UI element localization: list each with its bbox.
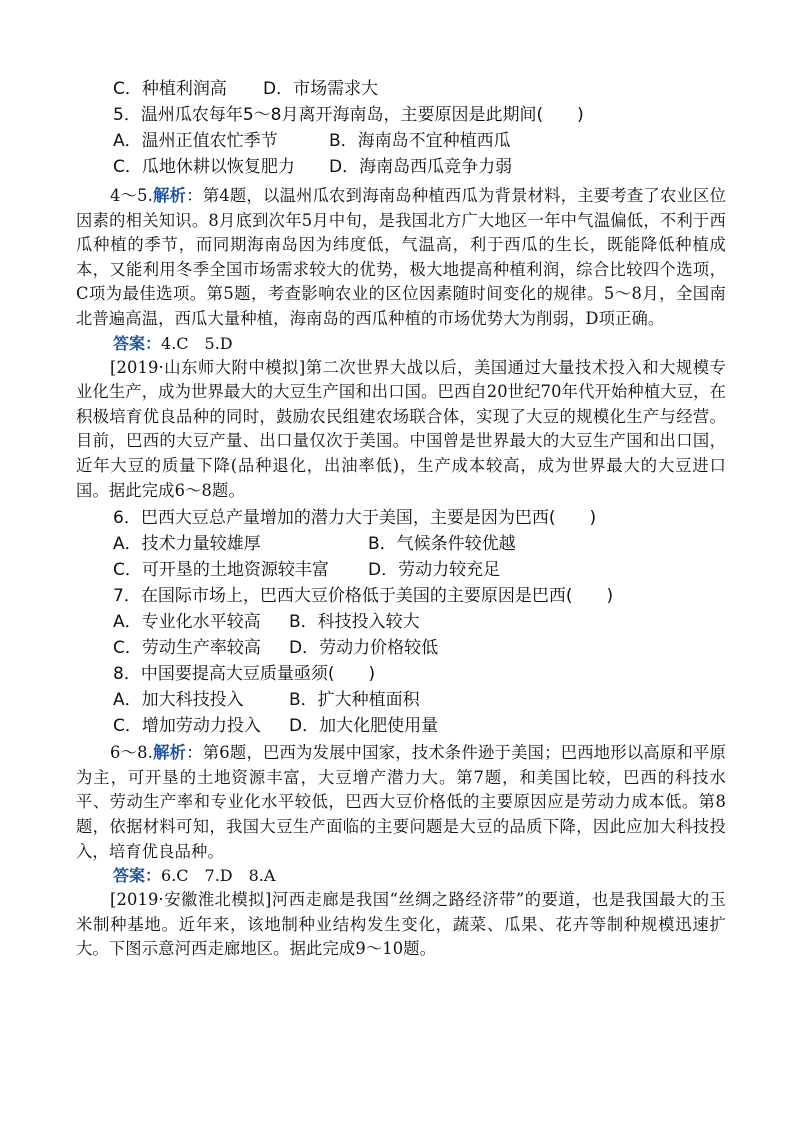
option-b: B．科技投入较大 [289,612,420,633]
answer-4-5 [76,332,726,356]
option-d: D．海南岛西瓜竞争力弱 [329,157,513,177]
explanation-label: 4～5. [110,186,153,205]
option-b: B．海南岛不宜种植西瓜 [329,131,511,151]
question-7-options-cd [76,635,726,661]
material-hexi-corridor [76,888,726,962]
explanation-label: 6～8. [110,743,153,763]
option-c: C．增加劳动力投入 [113,716,261,737]
explanation-6-8 [76,741,726,864]
material-source: [2019·山东师大附中模拟] [110,357,306,377]
option-d: D．劳动力较充足 [368,560,501,581]
question-7-options-ab [76,609,726,635]
question-5-stem: 5．温州瓜农每年5～8月离开海南岛，主要原因是此期间( ) [113,105,584,125]
question-8-options-cd [76,713,726,739]
explanation-text: ：第6题，巴西为发展中国家，技术条件逊于美国；巴西地形以高原和平原为主，可开垦的土地资源丰富，大豆增产潜力大。第7题，和美国比较，巴西的科技水平、劳动生产率和专业化水平较低，巴西大豆价格低的主要原因应是劳动力成本低。第8题，依据材料可知，我国大豆生产面临的主要问题是大豆的品质下降，因此应加大科技投入，培育优良品种。 [76,743,727,861]
option-a: A．技术力量较雄厚 [113,534,261,555]
material-text: 第二次世界大战以后，美国通过大量技术投入和大规模专业化生产，成为世界最大的大豆生产国和出口国。巴西自20世纪70年代开始种植大豆，在积极培育优良品种的同时，鼓励农民组建农场联合体，实现了大豆的规模化生产与经营。目前，巴西的大豆产量、出口量仅次于美国。中国曾是世界最大的大豆生产国和出口国，近年大豆的质量下降(品种退化，出油率低)，生产成本较高，成为世界最大的大豆进口国。据此完成6～8题。 [76,357,726,500]
explanation-4-5 [76,184,726,332]
option-a: A．温州正值农忙季节 [113,131,278,151]
option-c: C．种植利润高 [113,79,227,99]
explanation-tag: 解析 [153,186,187,205]
answer-6-8 [76,864,726,888]
document-page [76,76,726,962]
question-6-options-cd [76,557,726,583]
question-5-options-cd [76,154,726,180]
question-6-stem: 6．巴西大豆总产量增加的潜力大于美国，主要是因为巴西( ) [113,508,597,529]
answer-label: 答案： [113,866,162,886]
question-5-options-ab [76,128,726,154]
question-6-options-ab [76,531,726,557]
material-text: 河西走廊是我国“丝绸之路经济带”的要道，也是我国最大的玉米制种基地。近年来，该地制种业结构发生变化，蔬菜、瓜果、花卉等制种规模迅速扩大。下图示意河西走廊地区。据此完成9～10题。 [76,890,726,959]
option-b: B．扩大种植面积 [289,690,420,711]
question-7-stem: 7．在国际市场上，巴西大豆价格低于美国的主要原因是巴西( ) [113,586,614,607]
question-4-options-cd [76,76,726,102]
option-d: D．劳动力价格较低 [289,638,439,659]
material-soybean [76,356,726,504]
explanation-tag: 解析 [153,743,187,763]
material-source: [2019·安徽淮北模拟] [110,890,272,910]
option-c: C．劳动生产率较高 [113,638,261,659]
answer-value: 4.C 5.D [161,333,233,353]
option-d: D．市场需求大 [263,79,379,99]
option-c: C．可开垦的土地资源较丰富 [113,560,329,581]
question-8-options-ab [76,687,726,713]
option-b: B．气候条件较优越 [368,534,516,555]
option-a: A．加大科技投入 [113,690,244,711]
question-8-stem: 8．中国要提高大豆质量亟须( ) [113,664,376,685]
explanation-text: ：第4题，以温州瓜农到海南岛种植西瓜为背景材料，主要考查了农业区位因素的相关知识。8月底到次年5月中旬，是我国北方广大地区一年中气温偏低，不利于西瓜种植的季节，而同期海南岛因为纬度低，气温高，利于西瓜的生长，既能降低种植成本，又能利用冬季全国市场需求较大的优势，极大地提高种植利润，综合比较四个选项，C项为最佳选项。第5题，考查影响农业的区位因素随时间变化的规律。5～8月，全国南北普遍高温，西瓜大量种植，海南岛的西瓜种植的市场优势大为削弱，D项正确。 [76,186,727,328]
answer-label: 答案： [113,333,162,353]
answer-value: 6.C 7.D 8.A [161,866,276,886]
option-c: C．瓜地休耕以恢复肥力 [113,157,295,177]
option-a: A．专业化水平较高 [113,612,261,633]
option-d: D．加大化肥使用量 [289,716,439,737]
